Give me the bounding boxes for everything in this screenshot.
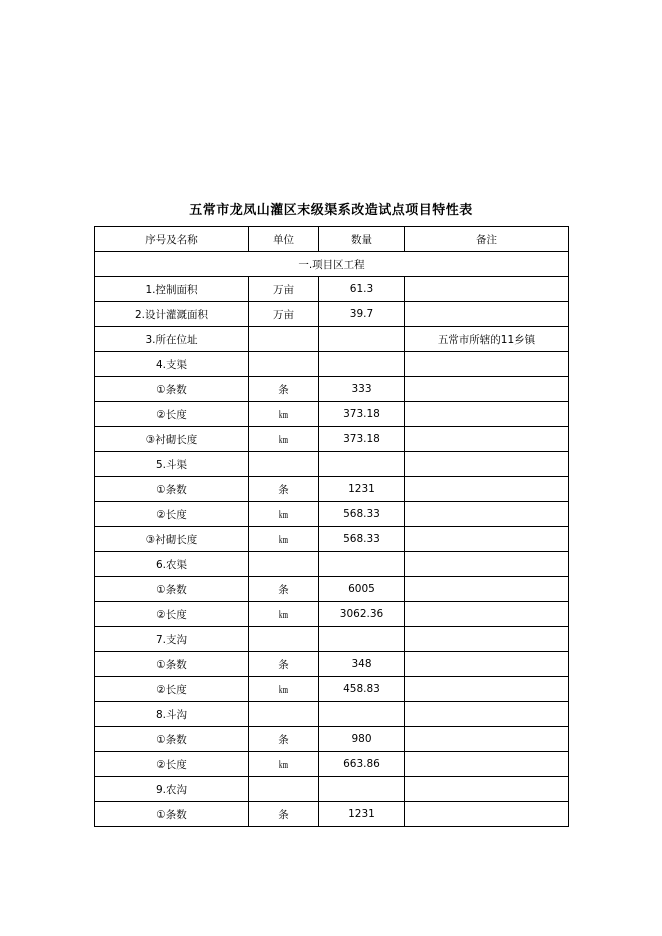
table-row	[95, 402, 569, 427]
cell-remark	[405, 727, 569, 752]
table-row	[95, 677, 569, 702]
section-row	[95, 252, 569, 277]
cell-name: ②长度	[95, 677, 249, 702]
cell-name: ②长度	[95, 402, 249, 427]
table-row	[95, 502, 569, 527]
col-header-unit: 单位	[249, 227, 319, 252]
cell-name: ①条数	[95, 577, 249, 602]
cell-name: 4.支渠	[95, 352, 249, 377]
cell-unit: 条	[249, 377, 319, 402]
table-header-row	[95, 227, 569, 252]
cell-remark	[405, 377, 569, 402]
cell-remark	[405, 752, 569, 777]
project-spec-table	[94, 226, 569, 827]
document-title: 五常市龙凤山灌区末级渠系改造试点项目特性表	[189, 203, 473, 218]
cell-unit: ㎞	[249, 677, 319, 702]
cell-unit: ㎞	[249, 502, 319, 527]
cell-remark	[405, 627, 569, 652]
cell-remark	[405, 702, 569, 727]
cell-unit: ㎞	[249, 402, 319, 427]
cell-unit	[249, 702, 319, 727]
cell-unit: ㎞	[249, 427, 319, 452]
cell-remark	[405, 802, 569, 827]
table-row	[95, 752, 569, 777]
cell-remark	[405, 427, 569, 452]
cell-unit	[249, 627, 319, 652]
cell-unit	[249, 452, 319, 477]
table-row	[95, 702, 569, 727]
table-row	[95, 602, 569, 627]
cell-quantity	[319, 552, 405, 577]
cell-name: 7.支沟	[95, 627, 249, 652]
cell-name: ②长度	[95, 602, 249, 627]
cell-name: ②长度	[95, 502, 249, 527]
table-row	[95, 377, 569, 402]
cell-name: ①条数	[95, 802, 249, 827]
table-row	[95, 652, 569, 677]
table-row	[95, 427, 569, 452]
cell-name: ②长度	[95, 752, 249, 777]
cell-unit: 条	[249, 577, 319, 602]
cell-quantity: 348	[319, 652, 405, 677]
cell-remark: 五常市所辖的11乡镇	[405, 327, 569, 352]
table-row	[95, 552, 569, 577]
cell-quantity: 568.33	[319, 502, 405, 527]
cell-name: 2.设计灌溉面积	[95, 302, 249, 327]
cell-name: 9.农沟	[95, 777, 249, 802]
col-header-quantity: 数量	[319, 227, 405, 252]
table-row	[95, 777, 569, 802]
col-header-name: 序号及名称	[95, 227, 249, 252]
cell-name: ①条数	[95, 377, 249, 402]
cell-quantity: 61.3	[319, 277, 405, 302]
cell-quantity: 333	[319, 377, 405, 402]
cell-quantity: 1231	[319, 802, 405, 827]
cell-quantity: 3062.36	[319, 602, 405, 627]
table-row	[95, 352, 569, 377]
cell-unit: ㎞	[249, 527, 319, 552]
cell-unit: 万亩	[249, 302, 319, 327]
cell-remark	[405, 277, 569, 302]
cell-quantity	[319, 327, 405, 352]
cell-name: 8.斗沟	[95, 702, 249, 727]
table-row	[95, 327, 569, 352]
cell-quantity: 373.18	[319, 402, 405, 427]
cell-name: ③衬砌长度	[95, 427, 249, 452]
table-row	[95, 527, 569, 552]
cell-name: ①条数	[95, 477, 249, 502]
section-title: 一.项目区工程	[95, 252, 569, 277]
cell-remark	[405, 552, 569, 577]
cell-quantity: 39.7	[319, 302, 405, 327]
cell-quantity	[319, 627, 405, 652]
cell-remark	[405, 602, 569, 627]
cell-unit: 条	[249, 802, 319, 827]
cell-remark	[405, 477, 569, 502]
col-header-remark: 备注	[405, 227, 569, 252]
cell-unit: ㎞	[249, 752, 319, 777]
cell-unit	[249, 327, 319, 352]
table-row	[95, 727, 569, 752]
cell-quantity: 663.86	[319, 752, 405, 777]
cell-quantity: 1231	[319, 477, 405, 502]
cell-name: 5.斗渠	[95, 452, 249, 477]
cell-quantity: 458.83	[319, 677, 405, 702]
cell-remark	[405, 527, 569, 552]
cell-unit	[249, 352, 319, 377]
cell-unit: 条	[249, 652, 319, 677]
table-row	[95, 477, 569, 502]
cell-remark	[405, 577, 569, 602]
cell-quantity: 980	[319, 727, 405, 752]
table-row	[95, 577, 569, 602]
cell-quantity: 568.33	[319, 527, 405, 552]
cell-unit: 条	[249, 477, 319, 502]
cell-unit: 条	[249, 727, 319, 752]
cell-unit: ㎞	[249, 602, 319, 627]
table-row	[95, 802, 569, 827]
cell-quantity	[319, 352, 405, 377]
cell-quantity	[319, 702, 405, 727]
cell-name: ③衬砌长度	[95, 527, 249, 552]
cell-remark	[405, 502, 569, 527]
cell-name: 6.农渠	[95, 552, 249, 577]
cell-unit	[249, 552, 319, 577]
cell-unit	[249, 777, 319, 802]
cell-name: 1.控制面积	[95, 277, 249, 302]
cell-unit: 万亩	[249, 277, 319, 302]
cell-remark	[405, 677, 569, 702]
cell-name: 3.所在位址	[95, 327, 249, 352]
table-row	[95, 452, 569, 477]
cell-quantity	[319, 777, 405, 802]
cell-name: ①条数	[95, 652, 249, 677]
table-row	[95, 277, 569, 302]
table-row	[95, 627, 569, 652]
cell-remark	[405, 652, 569, 677]
cell-quantity: 373.18	[319, 427, 405, 452]
cell-remark	[405, 452, 569, 477]
table-row	[95, 302, 569, 327]
cell-remark	[405, 352, 569, 377]
cell-remark	[405, 777, 569, 802]
cell-name: ①条数	[95, 727, 249, 752]
cell-remark	[405, 302, 569, 327]
cell-quantity: 6005	[319, 577, 405, 602]
cell-quantity	[319, 452, 405, 477]
cell-remark	[405, 402, 569, 427]
